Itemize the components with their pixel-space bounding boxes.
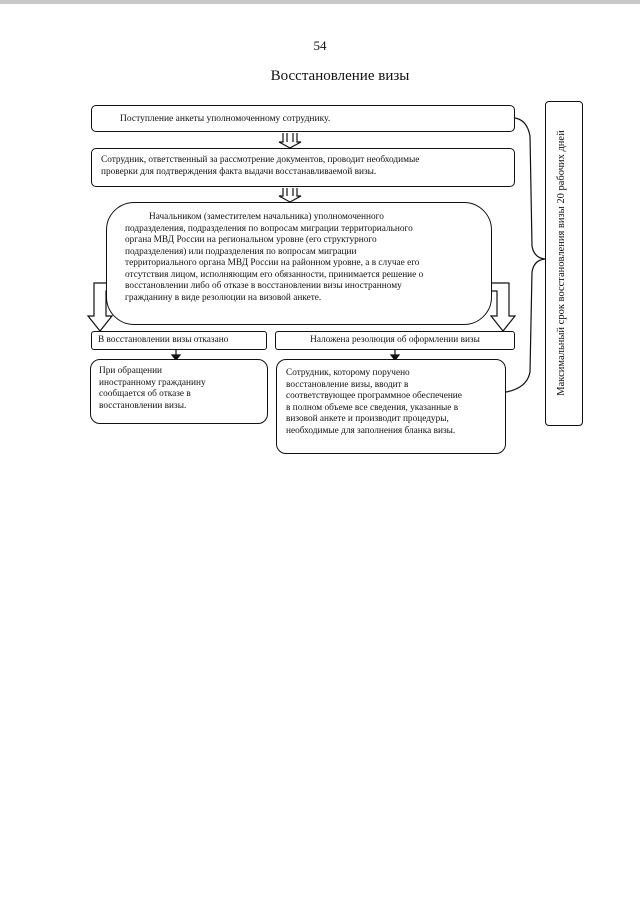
receipt-box	[91, 105, 515, 132]
decision-line: органа МВД России на региональном уровне (его структурного	[125, 235, 377, 245]
decision-line: подразделения) или подразделения по вопросам миграции	[125, 246, 357, 257]
notify-line: При обращении	[99, 366, 163, 376]
refused-text: В восстановлении визы отказано	[98, 335, 229, 345]
checks-line: Сотрудник, ответственный за рассмотрение документов, проводит необходимые	[101, 155, 420, 165]
max-term-label: Максимальный срок восстановления визы 20 рабочих дней	[556, 130, 567, 396]
decision-line: восстановлении либо об отказе в восстановлении визы иностранному	[125, 281, 402, 291]
enter-line: соответствующее программное обеспечение	[286, 391, 462, 401]
double-arrow-2	[279, 188, 301, 202]
enter-line: восстановление визы, вводит в	[286, 379, 409, 390]
double-arrow-1	[279, 133, 301, 148]
approved-box	[275, 331, 515, 350]
decision-line: подразделения, подразделения по вопросам миграции территориального	[125, 223, 413, 234]
notify-box	[90, 359, 268, 424]
enter-line: визовой анкете и производит процедуры,	[286, 414, 449, 424]
page-number: 54	[313, 38, 327, 53]
decision-line: отсутствия лицом, исполняющим его обязанности, принимается решение о	[125, 269, 424, 280]
decision-line: территориального органа МВД России на районном уровне, а в случае его	[125, 258, 420, 268]
refused-box	[91, 331, 267, 350]
approved-text: Наложена резолюция об оформлении визы	[310, 335, 480, 345]
decision-line: гражданину в виде резолюции на визовой анкете.	[125, 292, 322, 303]
checks-box	[91, 148, 515, 187]
hollow-arrow-right	[488, 283, 515, 331]
decision-line: Начальником (заместителем начальника) уполномоченного	[149, 212, 384, 222]
enter-line: в полном объеме все сведения, указанные в	[286, 402, 459, 413]
enter-data-box	[276, 359, 506, 454]
notify-line: иностранному гражданину	[99, 377, 206, 388]
checks-line: проверки для подтверждения факта выдачи восстанавливаемой визы.	[101, 166, 377, 177]
enter-line: Сотрудник, которому поручено	[286, 368, 410, 378]
receipt-text: Поступление анкеты уполномоченному сотруднику.	[120, 114, 331, 124]
notify-line: восстановлении визы.	[99, 400, 187, 411]
decision-box	[106, 202, 492, 325]
notify-line: сообщается об отказе в	[99, 389, 191, 399]
enter-line: необходимые для заполнения бланка визы.	[286, 425, 456, 436]
scan-edge	[0, 0, 640, 4]
page-title: Восстановление визы	[270, 68, 410, 84]
